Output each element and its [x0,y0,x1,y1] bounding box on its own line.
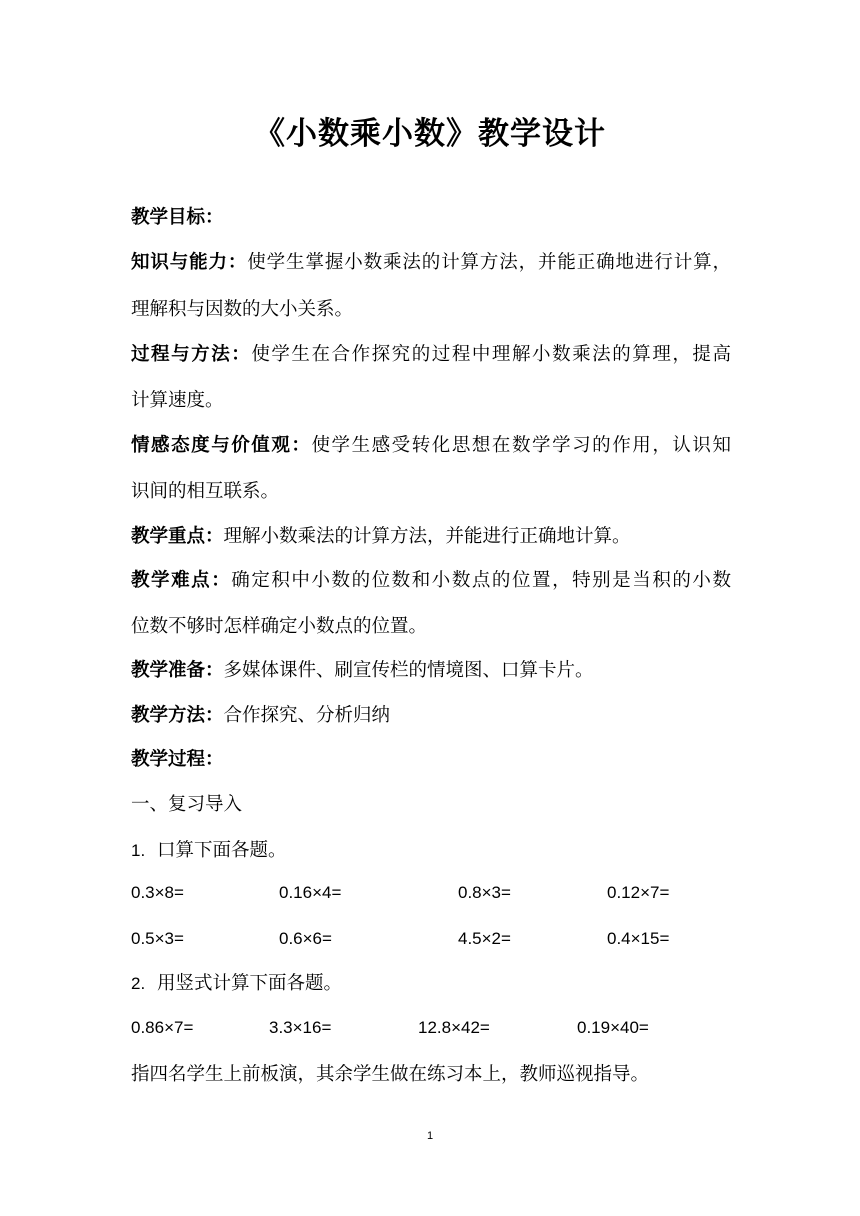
vertical-problem: 0.86×7= [131,1018,194,1037]
section1-item1 [131,838,731,864]
oral-problem: 0.12×7= [607,883,670,902]
item2-number: 2. [131,974,146,993]
goal-process-label: 过程与方法： [131,344,252,365]
preparation-label: 教学准备： [131,660,224,681]
goal-emotion-line1 [131,433,731,459]
goal-knowledge-line2: 理解积与因数的大小关系。 [131,299,354,320]
section1-heading: 一、复习导入 [131,794,243,815]
goal-emotion-label: 情感态度与价值观： [131,435,312,456]
oral-problem: 0.8×3= [458,883,511,902]
vertical-problem: 0.19×40= [577,1018,649,1037]
vertical-problem: 12.8×42= [418,1018,490,1037]
process-heading: 教学过程： [131,749,224,770]
goal-process-text: 使学生在合作探究的过程中理解小数乘法的算理，提高 [251,344,731,365]
oral-problem: 0.5×3= [131,929,184,948]
page-number: 1 [426,1130,434,1142]
goal-knowledge-line1 [131,250,731,276]
method-text: 合作探究、分析归纳 [223,705,391,726]
preparation-text: 多媒体课件、刷宣传栏的情境图、口算卡片。 [223,660,594,681]
item1-number: 1. [131,841,146,860]
difficulty-line1 [131,568,731,594]
section1-item2 [131,971,731,997]
oral-problem: 0.3×8= [131,883,184,902]
key-point [131,524,731,550]
section1-instruction: 指四名学生上前板演，其余学生做在练习本上，教师巡视指导。 [131,1064,650,1085]
goal-knowledge-text: 使学生掌握小数乘法的计算方法，并能正确地进行计算， [247,252,731,273]
preparation [131,658,731,684]
difficulty-line2: 位数不够时怎样确定小数点的位置。 [131,616,428,637]
page-title: 《小数乘小数》教学设计 [254,116,606,152]
goal-process-line1 [131,342,731,368]
oral-problem: 0.6×6= [279,929,332,948]
goals-heading: 教学目标： [131,207,224,228]
oral-problem: 0.16×4= [279,883,342,902]
item2-text: 用竖式计算下面各题。 [156,973,342,994]
difficulty-text: 确定积中小数的位数和小数点的位置，特别是当积的小数 [231,570,731,591]
vertical-problem: 3.3×16= [269,1018,332,1037]
method [131,703,731,729]
goal-emotion-text: 使学生感受转化思想在数学学习的作用，认识知 [311,435,731,456]
goal-knowledge-label: 知识与能力： [131,252,248,273]
method-label: 教学方法： [131,705,224,726]
difficulty-label: 教学难点： [131,570,232,591]
key-point-text: 理解小数乘法的计算方法，并能进行正确地计算。 [223,526,631,547]
oral-problem: 4.5×2= [458,929,511,948]
oral-problem: 0.4×15= [607,929,670,948]
item1-text: 口算下面各题。 [156,840,287,861]
goal-emotion-line2: 识间的相互联系。 [131,481,280,502]
key-point-label: 教学重点： [131,526,224,547]
goal-process-line2: 计算速度。 [131,390,224,411]
